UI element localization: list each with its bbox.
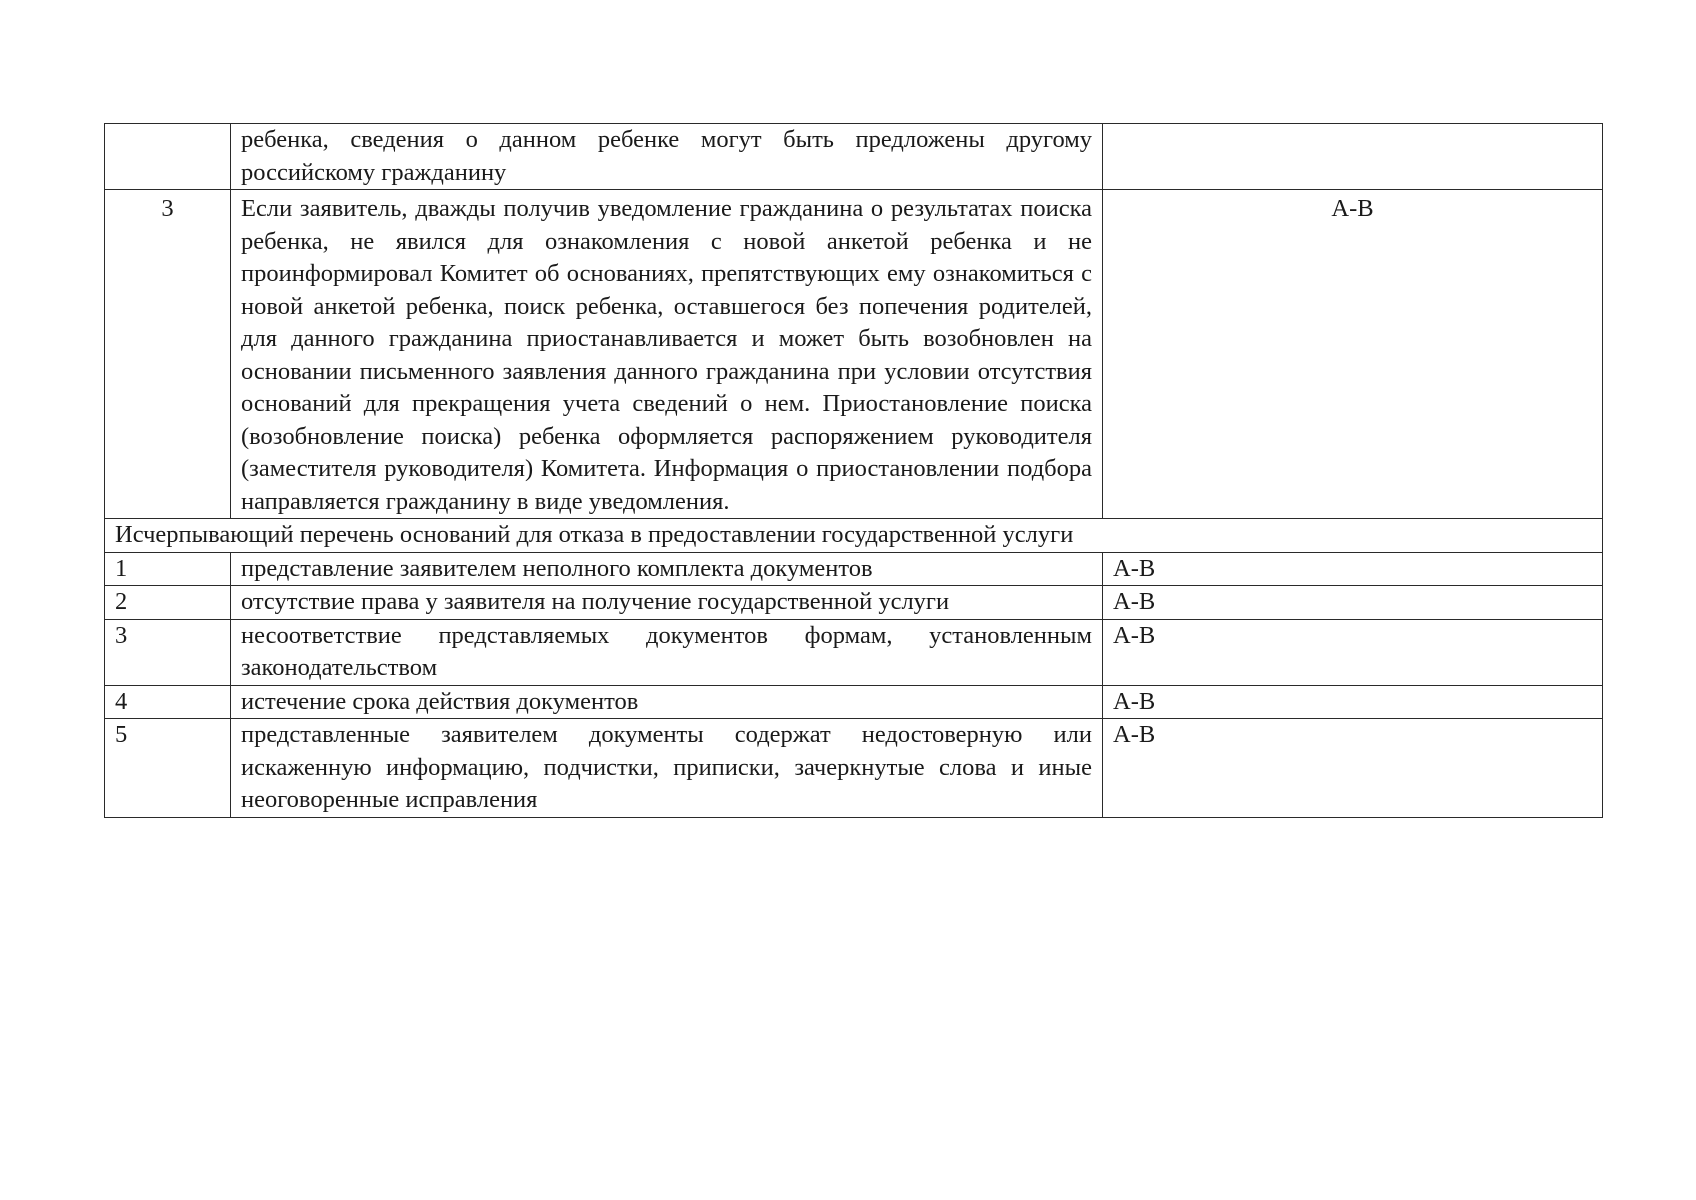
- row-number: 4: [105, 685, 231, 719]
- row-text: ребенка, сведения о данном ребенке могут быть предложены другому российскому гражданину: [231, 124, 1103, 190]
- row-code: [1103, 124, 1603, 190]
- row-code: А-В: [1103, 719, 1603, 818]
- row-code: А-В: [1103, 619, 1603, 685]
- table-row-suspension: [105, 190, 1603, 519]
- row-number: 3: [105, 190, 231, 519]
- row-code: А-В: [1103, 552, 1603, 586]
- table-row: [105, 619, 1603, 685]
- row-code: А-В: [1103, 586, 1603, 620]
- grounds-table: [104, 123, 1603, 818]
- table-row-continuation: [105, 124, 1603, 190]
- row-text: представленные заявителем документы содержат недостоверную или искаженную информацию, подчистки, приписки, зачеркнутые слова и иные неоговоренные исправления: [231, 719, 1103, 818]
- row-code: А-В: [1103, 190, 1603, 519]
- section-header: Исчерпывающий перечень оснований для отказа в предоставлении государственной услуги: [105, 519, 1603, 553]
- row-number: 5: [105, 719, 231, 818]
- row-number: 3: [105, 619, 231, 685]
- section-header-row: [105, 519, 1603, 553]
- table-row: [105, 719, 1603, 818]
- row-number: 2: [105, 586, 231, 620]
- row-text: отсутствие права у заявителя на получение государственной услуги: [231, 586, 1103, 620]
- table-row: [105, 552, 1603, 586]
- row-text: несоответствие представляемых документов формам, установленным законодательством: [231, 619, 1103, 685]
- row-number: 1: [105, 552, 231, 586]
- table-row: [105, 586, 1603, 620]
- row-text: Если заявитель, дважды получив уведомление гражданина о результатах поиска ребенка, не явился для ознакомления с новой анкетой ребенка и не проинформировал Комитет об основаниях, препятствующих ему ознакомиться с новой анкетой ребенка, поиск ребенка, оставшегося без попечения родителей, для данного гражданина приостанавливается и может быть возобновлен на основании письменного заявления данного гражданина при условии отсутствия оснований для прекращения учета сведений о нем. Приостановление поиска (возобновление поиска) ребенка оформляется распоряжением руководителя (заместителя руководителя) Комитета. Информация о приостановлении подбора направляется гражданину в виде уведомления.: [231, 190, 1103, 519]
- row-number: [105, 124, 231, 190]
- row-text: представление заявителем неполного комплекта документов: [231, 552, 1103, 586]
- table-row: [105, 685, 1603, 719]
- row-code: А-В: [1103, 685, 1603, 719]
- row-text: истечение срока действия документов: [231, 685, 1103, 719]
